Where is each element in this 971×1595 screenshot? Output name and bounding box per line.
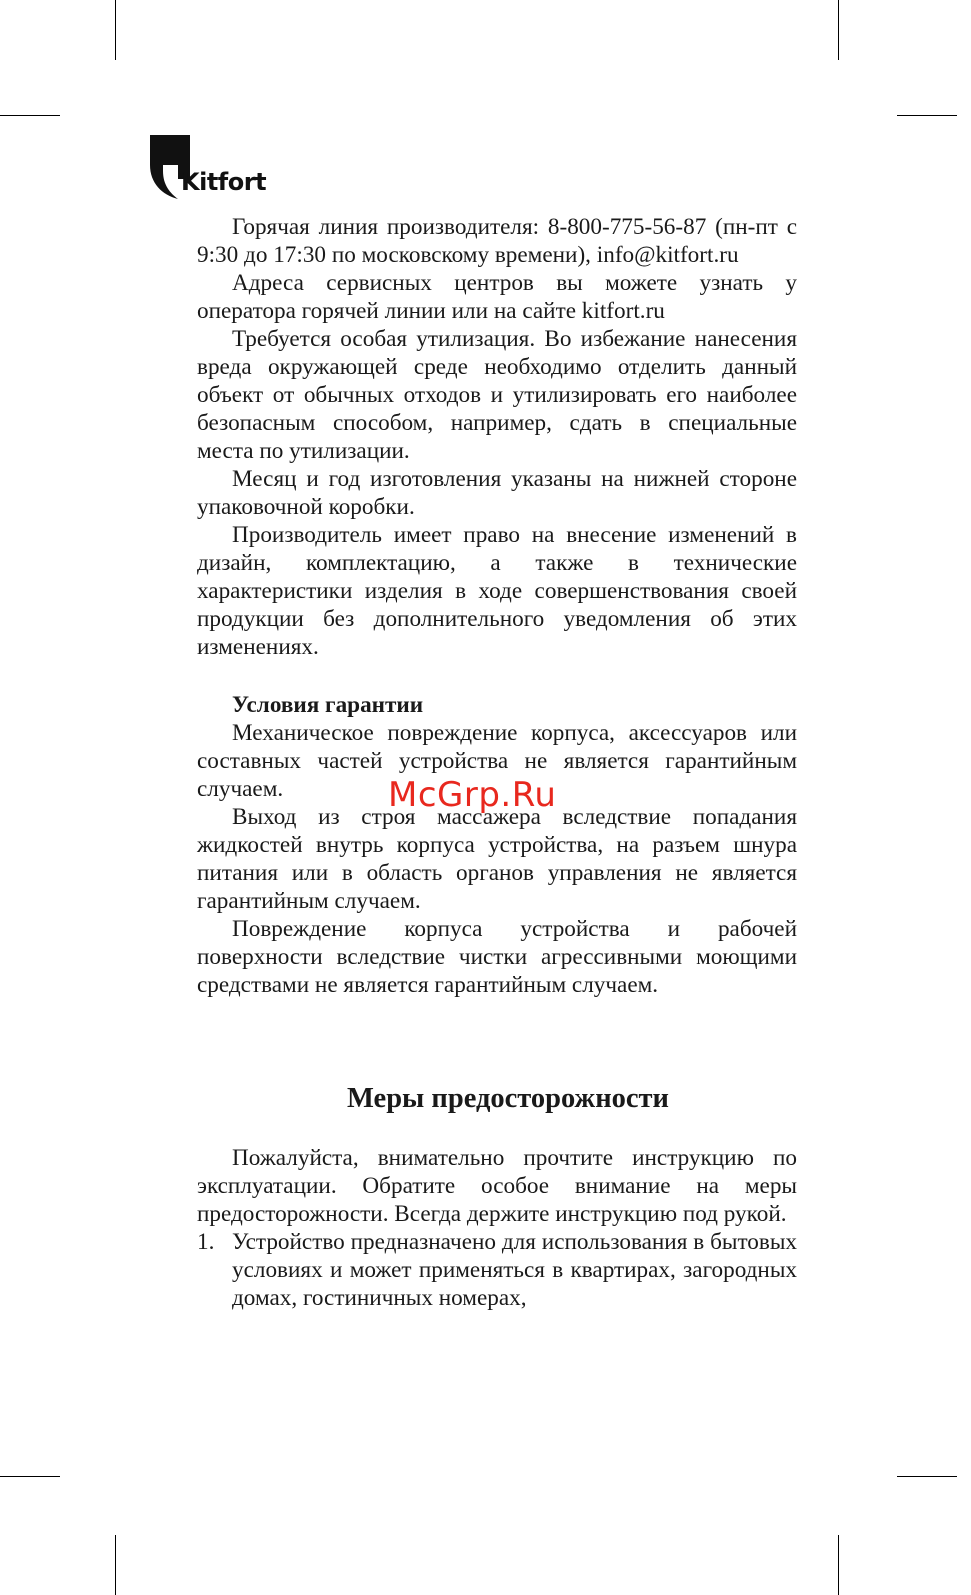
manufacture-date-paragraph: Месяц и год изготовления указаны на нижней стороне упаковочной коробки. <box>197 466 797 520</box>
precaution-list-item <box>197 1228 797 1312</box>
precautions-intro: Пожалуйста, внимательно прочтите инструкцию по эксплуатации. Обратите особое внимание на меры предосторожности. Всегда держите инструкцию под рукой. <box>197 1145 797 1227</box>
crop-mark <box>897 1476 957 1477</box>
disposal-paragraph: Требуется особая утилизация. Во избежание нанесения вреда окружающей среде необходимо отделить данный объект от обычных отходов и утилизировать его наиболее безопасным способом, например, сдать в специальные места по утилизации. <box>197 326 797 464</box>
logo-text: Kitfort <box>181 168 267 196</box>
crop-mark <box>115 0 116 60</box>
watermark: McGrp.Ru <box>388 775 557 815</box>
manufacturer-rights-paragraph: Производитель имеет право на внесение изменений в дизайн, комплектацию, а также в технические характеристики изделия в ходе совершенствования своей продукции без дополнительного уведомления об этих изменениях. <box>197 522 797 660</box>
warranty-paragraph: Механическое повреждение корпуса, аксессуаров или составных частей устройства не является гарантийным случаем. <box>197 720 797 802</box>
service-centers-paragraph: Адреса сервисных центров вы можете узнать у оператора горячей линии или на сайте kitfort.ru <box>197 270 797 324</box>
crop-mark <box>0 1476 60 1477</box>
crop-mark <box>0 115 60 116</box>
warranty-paragraph: Выход из строя массажера вследствие попадания жидкостей внутрь корпуса устройства, на разъем шнура питания или в область органов управления не является гарантийным случаем. <box>197 804 797 914</box>
kitfort-logo <box>150 135 290 205</box>
warranty-paragraph: Повреждение корпуса устройства и рабочей поверхности вследствие чистки агрессивными моющими средствами не является гарантийным случаем. <box>197 916 797 998</box>
crop-mark <box>838 0 839 60</box>
precautions-title: Меры предосторожности <box>347 1083 669 1114</box>
crop-mark <box>115 1535 116 1595</box>
hotline-paragraph: Горячая линия производителя: 8-800-775-56-87 (пн-пт с 9:30 до 17:30 по московскому времени), info@kitfort.ru <box>197 214 797 268</box>
list-item-text: Устройство предназначено для использования в бытовых условиях и может применяться в квартирах, загородных домах, гостиничных номерах, <box>232 1229 797 1311</box>
page-content <box>197 213 797 1312</box>
crop-mark <box>897 115 957 116</box>
crop-mark <box>838 1535 839 1595</box>
warranty-heading: Условия гарантии <box>232 692 424 718</box>
list-item-number: 1. <box>197 1229 215 1255</box>
